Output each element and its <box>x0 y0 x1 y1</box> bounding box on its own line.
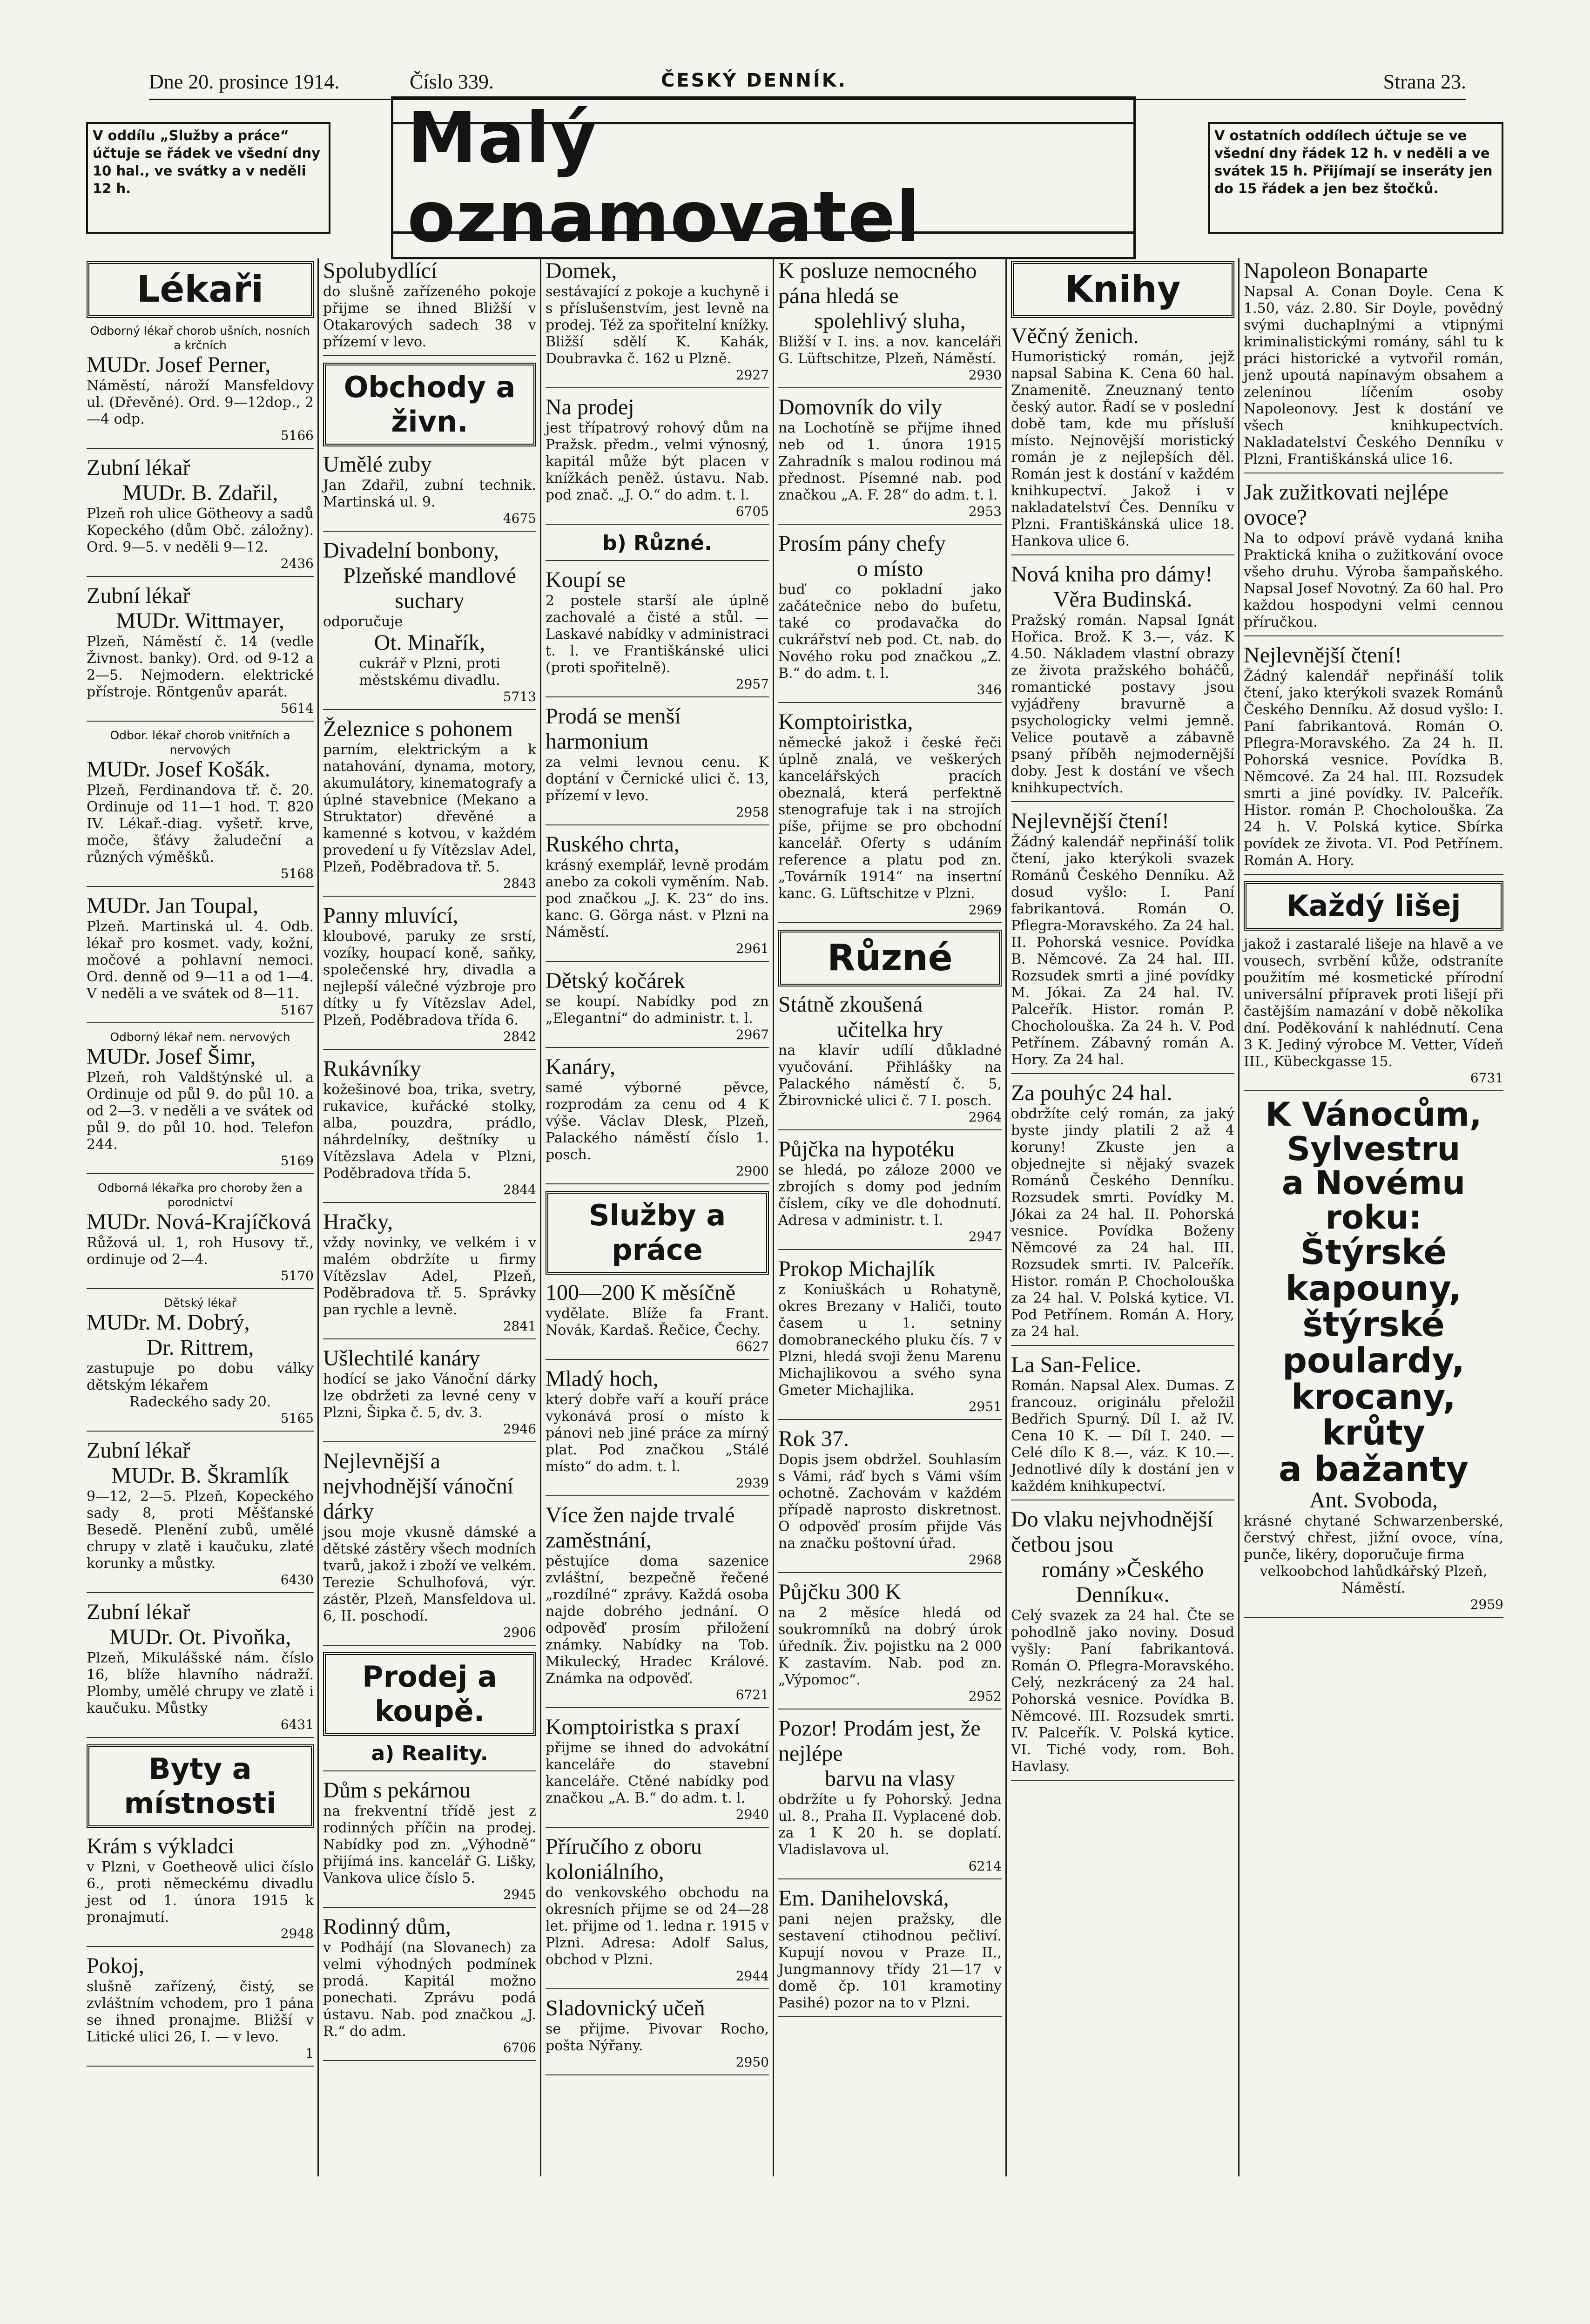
big-advert-line: a bažanty <box>1279 1449 1469 1490</box>
ad-text: krásný exemplář, levně prodám anebo za cokoli vyměním. Nab. pod značkou „J. K. 23“ do ins. kanc. G. Görga nást. v Plzni na Náměstí. <box>546 857 769 940</box>
column-rule <box>1005 258 1007 2176</box>
ad-lead: Odbor. lékař chorob vnitřních a nervových <box>110 729 290 757</box>
big-advert-line: K Vánocům, <box>1265 1095 1482 1134</box>
ad-block <box>546 968 769 1048</box>
ad-text: německé jakož i české řeči úplně znalá, ve veškerých kancelářských pracích obeznalá, která perfektně stenografuje tak i na strojích píše, přijme se pro obchodní kancelář. Oferty s udáním reference a platu pod zn. „Továrník 1914“ na insertní kanc. G. Lüftschitze v Plzni. <box>778 735 1002 902</box>
section-heading: Byty a místnosti <box>87 1744 314 1828</box>
ad-number: 6430 <box>280 1572 314 1588</box>
column-rule <box>317 258 319 2176</box>
big-advert-line: roku: <box>1325 1198 1422 1236</box>
ad-headline: Věčný ženich. <box>1011 324 1139 348</box>
ad-headline: Krám s výkladci <box>87 1834 235 1858</box>
ad-headline: Rok 37. <box>778 1426 849 1451</box>
ad-block <box>323 1209 536 1339</box>
ad-text: z Koniuškách u Rohatyně, okres Brezany v Haliči, touto časem u 1. setniny domobraneckého pluku čís. 7 v Plzni, hledá svoji ženu Marenu Michajlikovou a svého syna Gmeter Michajlika. <box>778 1282 1002 1398</box>
column-5 <box>1008 258 1237 2167</box>
ad-number: 5713 <box>503 689 536 704</box>
ad-block <box>778 531 1002 703</box>
ad-headline: Prosím pány chefy <box>778 531 946 556</box>
ad-number: 1 <box>305 2046 314 2061</box>
section-heading: Lékaři <box>87 261 314 318</box>
ad-block <box>87 1030 314 1174</box>
ad-block <box>87 1953 314 2067</box>
ad-headline: Příručího z oboru koloniálního, <box>546 1834 702 1884</box>
ad-headline: Hračky, <box>323 1209 393 1234</box>
ad-text: vždy novinky, ve velkém i v malém obdržíte u firmy Vítězslav Adel, Plzeň, Poděbradova tř. 5. Správky pan rychle a levně. <box>323 1235 536 1318</box>
ad-block <box>546 567 769 697</box>
ad-text: sestávající z pokoje a kuchyně i s příslušenstvím, jest levně na prodej. Též za spořitelní knížky. Bližší sdělí K. Kahák, Doubravka č. 162 u Plzně. <box>546 284 769 367</box>
ad-number: 2959 <box>1470 1596 1503 1612</box>
ad-headline: Nejlevnější čtení! <box>1011 809 1169 833</box>
ad-headline: barvu na vlasy <box>825 1766 955 1791</box>
ad-text: vydělate. Blíže fa Frant. Novák, Kardaš. Řečice, Čechy. <box>546 1305 769 1338</box>
ad-headline: Domovník do vily <box>778 395 943 419</box>
ad-text: Pražský román. Napsal Ignát Hořica. Brož. K 3.—, váz. K 4.50. Nákladem vlastní obrazy ze života pražského boháčů, romantické postavy jsou vyjádřeny bravurně a psychologicky velmi jemně. Velice poutavě a zábavně psaný příběh nejmodernější doby. Jest k dostání ve všech knihkupectvích. <box>1011 612 1234 796</box>
ad-block <box>1011 809 1234 1074</box>
ad-text: slušně zařízený, čistý, se zvláštním vchodem, pro 1 pána se ihned pronajme. Bližší v Litické ulici 26, I. — v levo. <box>87 1979 314 2045</box>
ad-number: 2950 <box>735 2054 769 2070</box>
ad-number: 6731 <box>1470 1070 1503 1086</box>
ad-headline: MUDr. M. Dobrý, <box>87 1310 250 1335</box>
ad-headline: Pokoj, <box>87 1953 145 1978</box>
ad-text: Napsal A. Conan Doyle. Cena K 1.50, váz. 2.80. Sir Doyle, povědný svými duchaplnými a vtipnými kriminalistickými romány, sáhl tu k práci historické a vytvořil román, jenž upoutá napínavým obsahem a zeleninou líčením osoby Napoleonovy. Jest k dostání ve všech knihkupectvích. Nakladatelství Českého Denníku v Plzni, Františkánská ulice 16. <box>1244 284 1503 467</box>
ad-block <box>323 1056 536 1203</box>
ad-headline: Domek, <box>546 258 617 283</box>
ad-text: na klavír udílí důkladné vyučování. Přihlášky na Palackého náměstí č. 5, Žbirovnické ulici č. 7 I. posch. <box>778 1042 1002 1109</box>
ad-number: 2944 <box>735 1968 769 1984</box>
ad-block <box>87 1181 314 1289</box>
ad-number: 6627 <box>735 1339 769 1354</box>
issue-number: Číslo 339. <box>410 70 494 93</box>
ad-headline: MUDr. B. Zdařil, <box>122 480 278 505</box>
ad-number: 5170 <box>280 1268 314 1284</box>
section-heading: Prodej a koupě. <box>323 1652 536 1736</box>
ad-number: 2930 <box>968 367 1002 383</box>
column-1 <box>84 258 317 2167</box>
ad-text: Plzeň, Náměstí č. 14 (vedle Živnost. banky). Ord. od 9-12 a 2—5. Nejmodern. elektrické přístroje. Röntgenův aparát. <box>87 634 314 700</box>
ad-headline: Nová kniha pro dámy! <box>1011 562 1213 587</box>
ad-block <box>87 1834 314 1947</box>
ad-text: na frekventní třídě jest z rodinných příčin na prodej. Nabídky pod zn. „Výhodně“ přijímá ins. kancelář G. Lišky, Vankova ulice číslo 5. <box>323 1803 536 1886</box>
ad-text: zastupuje po dobu války dětským lékařem <box>87 1360 314 1393</box>
big-advert-line: štýrské <box>1302 1304 1445 1345</box>
subsection-heading: a) Reality. <box>371 1742 488 1765</box>
ad-headline: Zubní lékař <box>87 455 190 480</box>
column-2 <box>320 258 539 2167</box>
ad-block <box>778 258 1002 388</box>
ad-headline: Za pouhýc 24 hal. <box>1011 1081 1172 1105</box>
ad-block <box>546 1503 769 1708</box>
ad-text: Román. Napsal Alex. Dumas. Z francouz. originálu přeložil Bedřich Spurný. Díl I. až IV. Cena 10 K. — Díl I. 240. — Celé dílo K 8.—, váz. K 10.—. Jednotlivé díly k dostání jen v každém knihkupectví. <box>1011 1378 1234 1494</box>
ad-text: Plzeň roh ulice Götheovy a sadů Kopeckého (dům Obč. záložny). Ord. 9—5. v neděli 9—12. <box>87 506 314 555</box>
ad-block <box>1244 936 1503 1091</box>
ad-lead: Dětský lékař <box>164 1296 236 1310</box>
ad-text: se koupí. Nabídky pod zn „Elegantní“ do administr. t. l. <box>546 993 769 1027</box>
ad-text: Plzeň, roh Valdštýnské ul. a Ordinuje od půl 9. do půl 10. a od 2—3. v neděli a ve svátek od půl 9. do půl 10. hod. Telefon 244. <box>87 1069 314 1153</box>
ad-block <box>546 1834 769 1989</box>
ad-block <box>778 1137 1002 1250</box>
ad-headline: Umělé zuby <box>323 452 432 477</box>
ad-text: pani nejen pražsky, dle sestavení ctihodnou pečliví. Kupují novou v Praze II., Jungmannovy třídy 21—17 v domě čp. 101 kramotiny Pasihé) pozor na to v Plzni. <box>778 1911 1002 2011</box>
ad-number: 5167 <box>280 1002 314 1018</box>
ad-headline: 100—200 K měsíčně <box>546 1280 735 1305</box>
ad-headline: Nejlevnější a nejvhodnější vánoční dárky <box>323 1449 514 1524</box>
ad-lead: Odborná lékařka pro choroby žen a porodnictví <box>98 1181 303 1209</box>
big-advert-line: Sylvestru <box>1287 1129 1461 1168</box>
ad-text: Bližší v I. ins. a nov. kanceláři G. Lüftschitze, Plzeň, Náměstí. <box>778 334 1002 367</box>
ad-number: 5166 <box>280 428 314 443</box>
ad-block <box>1244 643 1503 875</box>
ad-block <box>323 716 536 897</box>
ad-headline: K posluze nemocného pána hledá se <box>778 258 977 308</box>
ad-number: 6705 <box>735 504 769 519</box>
ad-block <box>1244 258 1503 473</box>
ad-block <box>87 1438 314 1593</box>
ad-text: kožešinové boa, trika, svetry, rukavice, kuřácké stolky, alba, pouzdra, prádlo, náhrdelníky, deštníky u Vítězslava Adela v Plzni, Poděbradova třída 5. <box>323 1081 536 1182</box>
ad-block <box>778 1257 1002 1420</box>
ad-text: 2 postele starší ale úplně zachovalé a čisté a stůl. — Laskavé nabídky v administraci t. l. ve Františkánské ulici (proti spořitelně). <box>546 593 769 676</box>
ad-text: na Lochotíně se přijme ihned neb od 1. února 1915 Zahradník s malou rodinou má přednost. Písemné nab. pod značkou „A. F. 28“ do adm. t. l. <box>778 420 1002 503</box>
ad-number: 5165 <box>280 1411 314 1426</box>
ad-headline: Nejlevnější čtení! <box>1244 643 1402 668</box>
ad-number: 2939 <box>735 1475 769 1491</box>
ad-headline: Ruského chrta, <box>546 832 680 857</box>
ad-text: Plzeň, Ferdinandova tř. č. 20. Ordinuje od 11—1 hod. T. 820 IV. Lékař.-diag. vyšetř. krve, moče, šťávy žaludeční a různých výměšků. <box>87 782 314 865</box>
ad-headline: Do vlaku nejvhodnější četbou jsou <box>1011 1507 1213 1557</box>
ad-text: velkoobchod lahůdkářský Plzeň, Náměstí. <box>1260 1563 1488 1596</box>
ad-block <box>87 728 314 887</box>
ad-headline: učitelka hry <box>837 1017 943 1042</box>
ad-text: Plzeň, Mikulášské nám. číslo 16, blíže hlavního nádraží. Plomby, umělé chrupy ve zlatě i kaučuku. Můstky <box>87 1650 314 1716</box>
ad-block <box>778 395 1002 525</box>
ad-lead: Odborný lékař nem. nervových <box>110 1030 290 1044</box>
ad-text: Plzeň. Martinská ul. 4. Odb. lékař pro kosmet. vady, kožní, močové a pohlavní nemoci. Ord. denně od 9—11 a od 1—4. V neděli a ve svátek od 8—11. <box>87 919 314 1002</box>
page-number: Strana 23. <box>1383 70 1466 93</box>
column-rule <box>540 258 541 2176</box>
section-title-frame <box>391 98 1136 258</box>
ad-headline: Napoleon Bonaparte <box>1244 258 1428 283</box>
ad-block <box>87 1600 314 1738</box>
column-rule <box>1238 258 1240 2176</box>
ad-number: 2948 <box>280 1926 314 1941</box>
ad-number: 2841 <box>503 1318 536 1334</box>
ad-headline: MUDr. Josef Perner, <box>87 352 271 377</box>
ad-headline: Železnice s pohonem <box>323 716 513 741</box>
ad-headline: Em. Danihelovská, <box>778 1886 949 1911</box>
ad-block <box>1011 562 1234 802</box>
ad-block <box>778 992 1002 1130</box>
ad-number: 2952 <box>968 1689 1002 1704</box>
ad-headline: MUDr. Josef Šimr, <box>87 1044 256 1069</box>
ad-headline: Sladovnický učeň <box>546 1996 705 2020</box>
ad-headline: Pozor! Prodám jest, že nejlépe <box>778 1716 981 1766</box>
ad-text: parním, elektrickým a k natahování, dynama, motory, akumulátory, kinematografy a úplné stavebnice (Mekano a Struktator) dřevěné a kamenné s kotvou, v každém provedení u fy Vítězslav Adel, Plzeň, Poděbradova tř. 5. <box>323 742 536 875</box>
section-heading: Služby a práce <box>546 1191 769 1275</box>
ad-block <box>87 583 314 722</box>
ad-headline: MUDr. Nová-Krajíčková <box>87 1209 311 1234</box>
ad-text: v Podhájí (na Slovanech) za velmi výhodných podmínek prodá. Kapitál možno ponechati. Zprávu podá ústavu. Nab. pod značkou „J. R.“ do adm. <box>323 1939 536 2040</box>
ad-headline: MUDr. Josef Košák. <box>87 757 270 782</box>
ad-headline: Prokop Michajlík <box>778 1257 936 1281</box>
ad-headline: Divadelní bonbony, <box>323 538 499 563</box>
ad-text: na 2 měsíce hledá od soukromníků na dobrý úrok úředník. Živ. pojistku na 2 000 K zastavím. Nab. pod zn. „Výpomoc“. <box>778 1605 1002 1688</box>
ad-text: se hledá, po záloze 2000 ve zbrojích s domy pod jedním číslem, cíky ve dle dohodnutí. Adresa v administr. t. l. <box>778 1162 1002 1229</box>
big-advert-line: krůty <box>1322 1413 1425 1453</box>
ad-number: 2900 <box>735 1163 769 1179</box>
ad-block <box>1244 480 1503 636</box>
ad-headline: Rukávníky <box>323 1056 421 1081</box>
section-title: Malý oznamovatel <box>391 96 1136 259</box>
header-right-note: V ostatních oddílech účtuje se ve všední dny řádek 12 h. v neděli a ve svátek 15 h. Přijímají se inseráty jen do 15 řádek a jen bez štočků. <box>1208 122 1503 234</box>
ad-number: 2946 <box>503 1421 536 1437</box>
ad-text: Růžová ul. 1, roh Husovy tř., ordinuje od 2—4. <box>87 1235 314 1268</box>
ad-headline: Státně zkoušená <box>778 992 923 1017</box>
ad-number: 5614 <box>280 701 314 716</box>
ad-number: 5169 <box>280 1153 314 1169</box>
ad-headline: spolehlivý sluha, <box>814 309 966 333</box>
ad-number: 2969 <box>968 902 1002 918</box>
ad-headline: Mladý hoch, <box>546 1366 659 1391</box>
big-advert-line: Štýrské <box>1300 1232 1447 1272</box>
ad-text: obdržíte celý román, za jaký byste jindy platili 2 až 4 koruny! Zkuste jen a objednejte si nějaký svazek Románů Českého Denníku. Rozsudek smrti. Povídky M. Jókai za 24 hal. II. Pohorská vesnice. Povídka Boženy Němcové za 24 hal. III. Rozsudek smrti. IV. Palceřík. Histor. román P. Chocholouška za 24 hal. V. Polská kytice. VI. Pod Petřínem. Román A. Hory, za 24 hal. <box>1011 1106 1234 1340</box>
big-advert-line: kapouny, <box>1285 1268 1462 1309</box>
ad-number: 2906 <box>503 1625 536 1640</box>
ad-block <box>546 1366 769 1496</box>
issue-date: Dne 20. prosince 1914. <box>149 70 340 93</box>
ad-headline: Na prodej <box>546 395 634 419</box>
ad-headline: MUDr. B. Škramlík <box>111 1463 289 1488</box>
ad-headline: o místo <box>856 556 923 581</box>
section-heading: Obchody a živn. <box>323 363 536 446</box>
ad-headline: La San-Felice. <box>1011 1352 1141 1377</box>
ad-block <box>778 1886 1002 2017</box>
ad-headline: Jak zužitkovati nejlépe ovoce? <box>1244 480 1449 530</box>
ad-text: 9—12, 2—5. Plzeň, Kopeckého sady 8, proti Měšťanské Besedě. Plenění zubů, umělé chrupy v zlatě i kaučuku, zlaté korunky a můstky. <box>87 1488 314 1572</box>
ad-text: Celý svazek za 24 hal. Čte se pohodlně jako noviny. Dosud vyšly: Paní fabrikantová. Román O. Pflegra-Moravského. Celý, nezkrácený za 24 hal. Pohorská vesnice. Povídka B. Němcové. III. Rozsudek smrti. IV. Palceřík. V. Polská kytice. VI. Tiché vody, rom. Boh. Havlasy. <box>1011 1608 1234 1775</box>
ad-text: Dopis jsem obdržel. Souhlasím s Vámi, ráď bych s Vámi vším ochotně. Zachovám v každém případě naprosto diskretnost. O odpověď prosím přijde Vás na značku poštovní úřad. <box>778 1452 1002 1552</box>
column-4 <box>775 258 1004 2167</box>
ad-block <box>323 903 536 1050</box>
ad-text: jest třípatrový rohový dům na Pražsk. předm., velmi výnosný, kapitál může být placen v knížkách peněž. ústavu. Nab. pod znač. „J. O.“ do adm. t. l. <box>546 420 769 503</box>
ad-block <box>323 1742 536 1771</box>
ad-number: 2927 <box>735 367 769 383</box>
ad-text: samé výborné pěvce, rozprodám za cenu od 4 K výše. Václav Dlesk, Plzeň, Palackého náměstí číslo 1. posch. <box>546 1080 769 1163</box>
ad-block <box>323 1914 536 2061</box>
ad-text: Náměstí, nároží Mansfeldovy ul. (Dřevěné). Ord. 9—12dop., 2—4 odp. <box>87 378 314 427</box>
ad-headline: Ot. Minařík, <box>374 630 485 655</box>
ad-number: 2958 <box>735 804 769 820</box>
ad-number: 2961 <box>735 941 769 956</box>
ad-block <box>323 1449 536 1646</box>
ad-number: 2436 <box>280 556 314 571</box>
ad-number: 6721 <box>735 1687 769 1702</box>
ad-block <box>1011 1081 1234 1346</box>
ad-block <box>546 258 769 388</box>
ad-block <box>778 1716 1002 1879</box>
ad-headline: Zubní lékař <box>87 1438 190 1463</box>
ad-headline: MUDr. Jan Toupal, <box>87 893 259 918</box>
ad-number: 2968 <box>968 1552 1002 1567</box>
ad-number: 2945 <box>503 1887 536 1902</box>
ad-block <box>546 1054 769 1184</box>
ad-text: Žádný kalendář nepřináší tolik čtení, jako kterýkoli svazek Románů Českého Denníku. Až dosud vyšlo: I. Paní fabrikantová. Román O. Pflegra-Moravského. Za 24 hal. II. Pohorská vesnice. Povídka B. Němcové. Za 24 hal. III. Rozsudek smrti a jiné povídky M. Jókai. Za 24 hal. IV. Palceřík. Histor. román P. Chocholouška. Za 24 h. V. Pod Petřínem. Zábavný román A. Hory. Za 24 hal. <box>1011 834 1234 1068</box>
ad-headline: Prodá se menší harmonium <box>546 704 681 754</box>
ad-headline: Půjčku 300 K <box>778 1580 901 1604</box>
ad-block <box>323 452 536 532</box>
ad-headline: Komptoiristka, <box>778 709 913 734</box>
ad-block <box>546 395 769 525</box>
subsection-heading: b) Různé. <box>602 531 712 555</box>
ad-text: buď co pokladní jako začátečnice nebo do bufetu, také co prodavačka do cukrářství neb pod. Ct. nab. do Nového roku pod značkou „Z. B.“ do adm. t. l. <box>778 581 1002 682</box>
ad-number: 6431 <box>280 1717 314 1732</box>
ad-block <box>778 1580 1002 1709</box>
ad-text: přijme se ihned do advokátní kanceláře do stavební kanceláře. Ctěné nabídky pod značkou „A. B.“ do adm. t. l. <box>546 1740 769 1806</box>
ad-block <box>87 324 314 449</box>
ad-number: 2953 <box>968 504 1002 519</box>
ad-text: do venkovského obchodu na okresních přijme se od 24—28 let. přijme od 1. ledna r. 1915 v Plzni. Adresa: Adolf Salus, obchod v Plzni. <box>546 1885 769 1968</box>
ad-block <box>87 1296 314 1432</box>
ad-number: 2964 <box>968 1109 1002 1125</box>
big-advert <box>1244 1095 1503 1490</box>
ad-number: 346 <box>977 682 1002 697</box>
ad-number: 2947 <box>968 1229 1002 1244</box>
ad-text: krásné chytané Schwarzenberské, čerstvý chřest, jižní ovoce, vína, punče, likéry, doporučuje firma <box>1244 1513 1503 1563</box>
ad-text: jakož i zastaralé lišeje na hlavě a ve vousech, svrbění kůže, odstraníte použitím mé kosmetické přírodní universální přípravek proti lišejí při častějším namazání v době několika dní. Poděkování k nahlédnutí. Cena 3 K. Jediný výrobce M. Vetter, Vídeň III., Kübeckgasse 15. <box>1244 936 1503 1070</box>
ad-text: se přijme. Pivovar Rocho, pošta Nýřany. <box>546 2021 769 2054</box>
ad-headline: Panny mluvící, <box>323 903 458 928</box>
ad-text: obdržíte u fy Pohorský. Jedna ul. 8., Praha II. Vyplacené dob. za 1 K 20 h. se doplatí. Vladislavova ul. <box>778 1791 1002 1858</box>
ad-block <box>778 709 1002 923</box>
ad-text: Jan Zdařil, zubní technik. Martinská ul. 9. <box>323 477 536 510</box>
ad-headline: Plzeňské mandlové suchary <box>343 563 516 613</box>
ad-number: 2967 <box>735 1027 769 1042</box>
ad-block <box>1011 1352 1234 1500</box>
ad-headline: Spolubydlící <box>323 258 438 283</box>
ad-block <box>1244 1095 1503 1618</box>
ad-block <box>546 1996 769 2075</box>
ad-block <box>323 538 536 710</box>
ad-text: v Plzni, v Goetheově ulici číslo 6., proti německému divadlu jest od 1. února 1915 k pronajmutí. <box>87 1859 314 1925</box>
ad-block <box>1011 1507 1234 1781</box>
ad-text: Humoristický román, jejž napsal Sabina K. Cena 60 hal. Znamenitě. Zneuznaný tento český autor. Řadí se v poslední době tam, kde mu přísluší místo. Nejnovější moristický román je z nejlepších děl. Román jest k dostání v každém knihkupectví. Jakož i v nakladatelství Čes. Denníku v Plzni. Františkánská ulice 18. Hankova ulice 6. <box>1011 349 1234 549</box>
ad-headline: Dr. Rittrem, <box>146 1335 254 1360</box>
section-heading: Každý lišej <box>1244 881 1503 931</box>
ad-text: cukrář v Plzni, proti městskému divadlu. <box>359 655 500 689</box>
ad-text: jsou moje vkusně dámské a dětské zástěry všech modních tvarů, jakož i zboží ve velkém. Terezie Schulhofová, výr. zástěr, Plzeň, Mansfeldova ul. 6, II. poschodí. <box>323 1524 536 1624</box>
ad-text: za velmi levnou cenu. K doptání v Černické ulici č. 13, přízemí v levo. <box>546 754 769 804</box>
ad-text: kloubové, paruky ze srstí, vozíky, houpací koně, saňky, společenské hry, divadla a nejlepší válečné výzbroje pro dítky u fy Vítězslav Adel, Plzeň, Poděbradova třída 6. <box>323 928 536 1028</box>
ad-block <box>546 531 769 561</box>
column-3 <box>543 258 772 2167</box>
big-advert-line: krocany, <box>1291 1377 1456 1417</box>
ad-block <box>323 1346 536 1442</box>
ad-number: 2940 <box>735 1807 769 1822</box>
ad-headline: Koupí se <box>546 567 626 592</box>
ad-headline: romány »Českého Denníku«. <box>1042 1557 1204 1607</box>
ad-text: Žádný kalendář nepřináší tolik čtení, jako kterýkoli svazek Románů Českého Denníku. Až dosud vyšlo: I. Paní fabrikantová. Román O. Pflegra-Moravského. Za 24 h. II. Pohorská vesnice. Povídka B. Němcové. Za 24 hal. III. Rozsudek smrti a jiné povídky. IV. Palceřík. Histor. román P. Chocholouška. Za 24 h. V. Polská kytice. Sbírka povídek ze života. VI. Pod Petřínem. Román A. Hory. <box>1244 668 1503 869</box>
section-heading: Knihy <box>1011 261 1234 318</box>
header-left-note: V oddílu „Služby a práce“ účtuje se řádek ve všední dny 10 hal., ve svátky a v neděli 12 h. <box>86 122 330 234</box>
ad-headline: Dětský kočárek <box>546 968 685 993</box>
ad-headline: MUDr. Wittmayer, <box>116 608 284 633</box>
ad-block <box>1011 324 1234 555</box>
ad-block <box>87 455 314 577</box>
ad-headline: Půjčka na hypotéku <box>778 1137 955 1162</box>
ad-headline: Věra Budinská. <box>1053 587 1192 612</box>
big-advert-line: a Novému <box>1281 1164 1466 1202</box>
ad-block <box>546 832 769 962</box>
big-advert-line: poulardy, <box>1282 1341 1465 1381</box>
ad-block <box>778 1426 1002 1573</box>
section-heading: Různé <box>778 930 1002 986</box>
ad-text: Na to odpoví právě vydaná kniha Praktická kniha o zužitkování ovoce všeho druhu. Výroba šampaňského. Napsal Josef Novotný. Za 60 hal. Pro každou hospodyni velmi cennou příručkou. <box>1244 530 1503 630</box>
ad-number: 2844 <box>503 1182 536 1197</box>
ad-headline: Zubní lékař <box>87 583 190 608</box>
ad-number: 2842 <box>503 1029 536 1044</box>
ad-number: 2951 <box>968 1399 1002 1414</box>
ad-block <box>323 1778 536 1908</box>
ad-number: 6706 <box>503 2040 536 2055</box>
ad-lead: Odborný lékař chorob ušních, nosních a krčních <box>90 324 310 352</box>
ad-text: hodící se jako Vánoční dárky lze obdržeti za levné ceny v Plzni, Šipka č. 5, dv. 3. <box>323 1371 536 1421</box>
ad-block <box>87 893 314 1023</box>
ad-block <box>546 1715 769 1828</box>
ad-text: do slušně zařízeného pokoje přijme se ihned Bližší v Otakarových sadech 38 v přízemí v levo. <box>323 284 536 350</box>
newspaper-title: ČESKÝ DENNÍK. <box>661 70 847 91</box>
ad-block <box>546 1280 769 1360</box>
ad-text: odporučuje <box>323 614 403 630</box>
ad-headline: Více žen najde trvalé zaměstnání, <box>546 1503 735 1553</box>
ad-text: pěstujíce doma sazenice zvláštní, bezpečně řečené „rozdílné“ zprávy. Každá osoba najde dobrého jednání. O odpověď prosím přiložení známky. Nabídky na Tob. Mikulecký, Hradec Králové. Známka na odpověď. <box>546 1553 769 1687</box>
ad-headline: MUDr. Ot. Pivoňka, <box>109 1625 291 1649</box>
column-6 <box>1241 258 1506 2167</box>
ad-headline: Dům s pekárnou <box>323 1778 471 1803</box>
ad-block <box>546 704 769 825</box>
ad-headline: Rodinný dům, <box>323 1914 451 1939</box>
ad-number: 2957 <box>735 676 769 692</box>
column-rule <box>773 258 774 2176</box>
ad-number: 6214 <box>968 1858 1002 1874</box>
ad-block <box>323 258 536 356</box>
ad-headline: Ant. Svoboda, <box>1309 1487 1438 1513</box>
ad-number: 2843 <box>503 876 536 891</box>
ad-number: 5168 <box>280 866 314 881</box>
masthead <box>149 70 1466 98</box>
ad-headline: Komptoiristka s praxí <box>546 1715 741 1739</box>
ad-headline: Kanáry, <box>546 1054 616 1079</box>
ad-number: 4675 <box>503 511 536 526</box>
ad-text: Radeckého sady 20. <box>129 1394 271 1410</box>
ad-headline: Ušlechtilé kanáry <box>323 1346 480 1371</box>
ad-text: který dobře vaří a kouří práce vykonává prosí o místo k pánovi neb jiné práce za mírný plat. Pod značkou „Stálé místo“ do adm. t. l. <box>546 1392 769 1475</box>
ad-headline: Zubní lékař <box>87 1600 190 1624</box>
